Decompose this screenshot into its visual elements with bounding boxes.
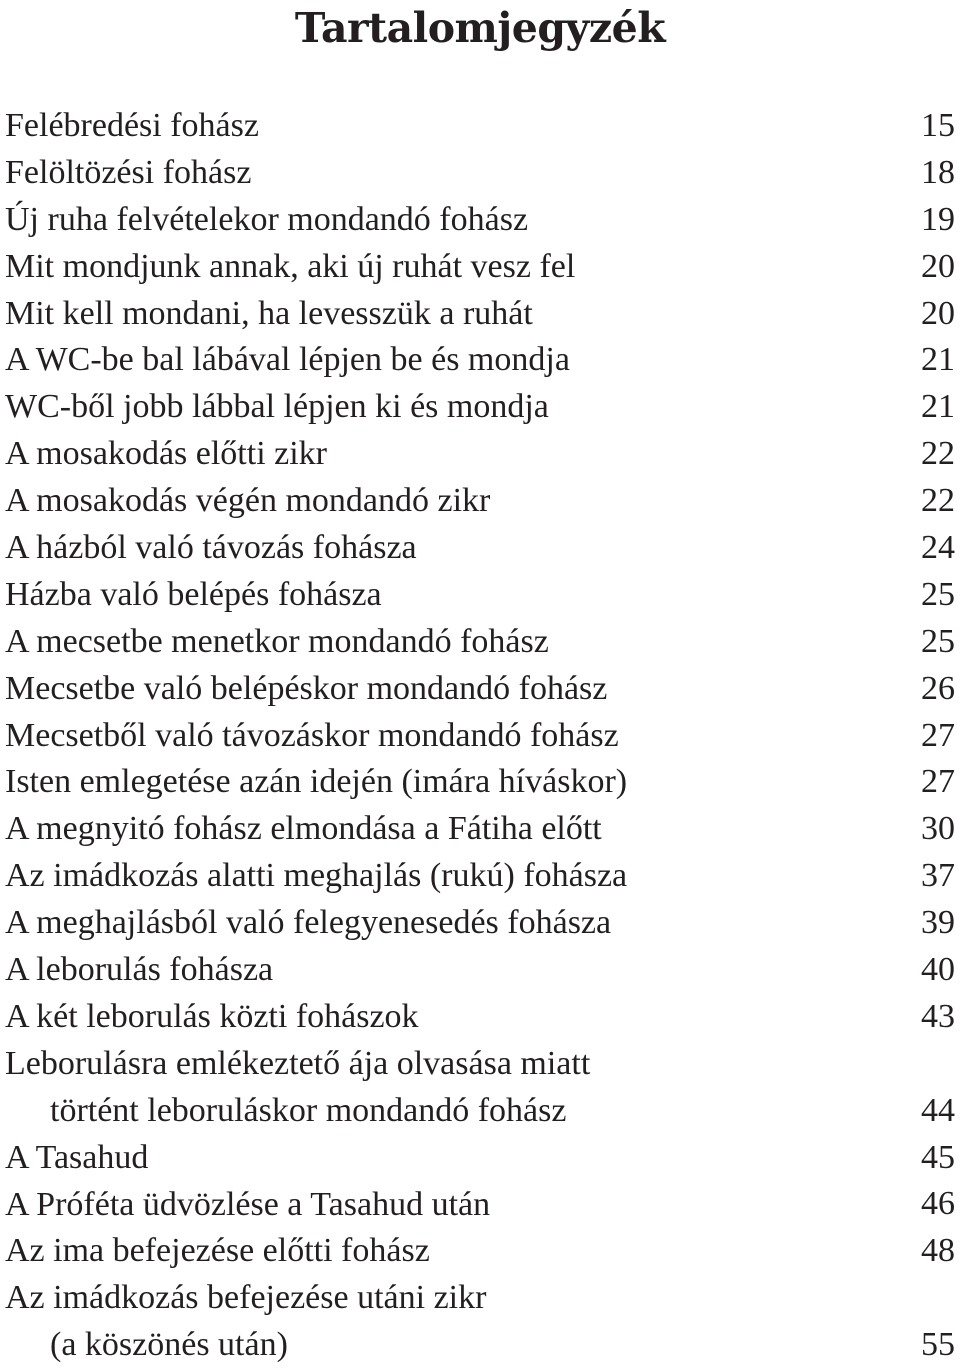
entry-title: A két leborulás közti fohászok	[5, 997, 419, 1035]
entry-title: Mit kell mondani, ha levesszük a ruhát	[5, 294, 533, 332]
entry-page-number: 40	[921, 951, 955, 989]
entry-page-number: 27	[921, 763, 955, 801]
entry-title: Mit mondjunk annak, aki új ruhát vesz fel	[5, 247, 576, 285]
entry-page-number: 21	[921, 388, 955, 426]
toc-entry	[5, 619, 955, 666]
entry-title-continuation: (a köszönés után)	[50, 1326, 288, 1364]
toc-list	[5, 103, 955, 1369]
toc-entry	[5, 759, 955, 806]
entry-title: Az ima befejezése előtti fohász	[5, 1232, 430, 1270]
entry-title: A Tasahud	[5, 1138, 149, 1176]
entry-page-number: 30	[921, 810, 955, 848]
entry-page-number: 25	[921, 575, 955, 613]
entry-page-number: 39	[921, 904, 955, 942]
entry-title: Új ruha felvételekor mondandó fohász	[5, 200, 529, 238]
entry-title: Az imádkozás alatti meghajlás (rukú) fohásza	[5, 857, 628, 895]
entry-page-number: 27	[921, 716, 955, 754]
toc-entry	[5, 900, 955, 947]
entry-page-number: 25	[921, 622, 955, 660]
toc-entry	[5, 150, 955, 197]
entry-title: A mecsetbe menetkor mondandó fohász	[5, 622, 549, 660]
entry-page-number: 55	[921, 1326, 955, 1364]
entry-title: WC-ből jobb lábbal lépjen ki és mondja	[5, 388, 549, 426]
entry-title: Leborulásra emlékeztető ája olvasása miatt	[5, 1044, 591, 1082]
entry-page-number: 18	[921, 153, 955, 191]
entry-page-number: 26	[921, 669, 955, 707]
toc-entry	[5, 291, 955, 338]
entry-title: A mosakodás előtti zikr	[5, 435, 328, 473]
entry-page-number: 21	[921, 341, 955, 379]
toc-entry	[5, 572, 955, 619]
toc-entry	[5, 1228, 955, 1275]
entry-page-number: 22	[921, 435, 955, 473]
entry-title-continuation: történt leboruláskor mondandó fohász	[50, 1091, 567, 1129]
entry-page-number: 20	[921, 247, 955, 285]
entry-title: A Próféta üdvözlése a Tasahud után	[5, 1185, 491, 1223]
entry-title: A megnyitó fohász elmondása a Fátiha előtt	[5, 810, 602, 848]
entry-page-number: 19	[921, 200, 955, 238]
entry-title: Mecsetbe való belépéskor mondandó fohász	[5, 669, 608, 707]
toc-entry	[5, 806, 955, 853]
toc-entry	[5, 853, 955, 900]
toc-entry	[5, 994, 955, 1041]
toc-entry	[5, 525, 955, 572]
entry-page-number: 48	[921, 1232, 955, 1270]
toc-entry	[5, 337, 955, 384]
toc-entry	[5, 478, 955, 525]
entry-title: Isten emlegetése azán idején (imára híváskor)	[5, 763, 628, 801]
page-title: Tartalomjegyzék	[294, 4, 666, 52]
toc-entry	[5, 384, 955, 431]
entry-page-number: 37	[921, 857, 955, 895]
entry-title: A házból való távozás fohásza	[5, 529, 417, 567]
entry-title: Az imádkozás befejezése utáni zikr	[5, 1279, 487, 1317]
entry-page-number: 45	[921, 1138, 955, 1176]
toc-entry	[5, 1041, 955, 1135]
entry-page-number: 15	[921, 106, 955, 144]
entry-title: Házba való belépés fohásza	[5, 575, 382, 613]
toc-entry	[5, 713, 955, 760]
entry-title: Felébredési fohász	[5, 107, 259, 144]
toc-entry	[5, 103, 955, 150]
entry-title: A leborulás fohásza	[5, 951, 274, 989]
entry-title: A meghajlásból való felegyenesedés fohásza	[5, 904, 612, 942]
entry-page-number: 24	[921, 529, 955, 566]
entry-page-number: 43	[921, 997, 955, 1035]
toc-entry	[5, 1135, 955, 1182]
toc-entry	[5, 666, 955, 713]
toc-entry	[5, 431, 955, 478]
entry-title: Felöltözési fohász	[5, 153, 252, 191]
toc-entry	[5, 244, 955, 291]
toc-entry	[5, 1275, 955, 1369]
entry-page-number: 22	[921, 482, 955, 520]
toc-entry	[5, 197, 955, 244]
toc-entry	[5, 947, 955, 994]
toc-entry	[5, 1182, 955, 1229]
entry-title: Mecsetből való távozáskor mondandó fohász	[5, 716, 619, 754]
entry-page-number: 20	[921, 294, 955, 332]
entry-title: A WC-be bal lábával lépjen be és mondja	[5, 341, 570, 379]
entry-page-number: 46	[921, 1185, 955, 1223]
entry-title: A mosakodás végén mondandó zikr	[5, 482, 491, 520]
entry-page-number: 44	[921, 1091, 955, 1129]
